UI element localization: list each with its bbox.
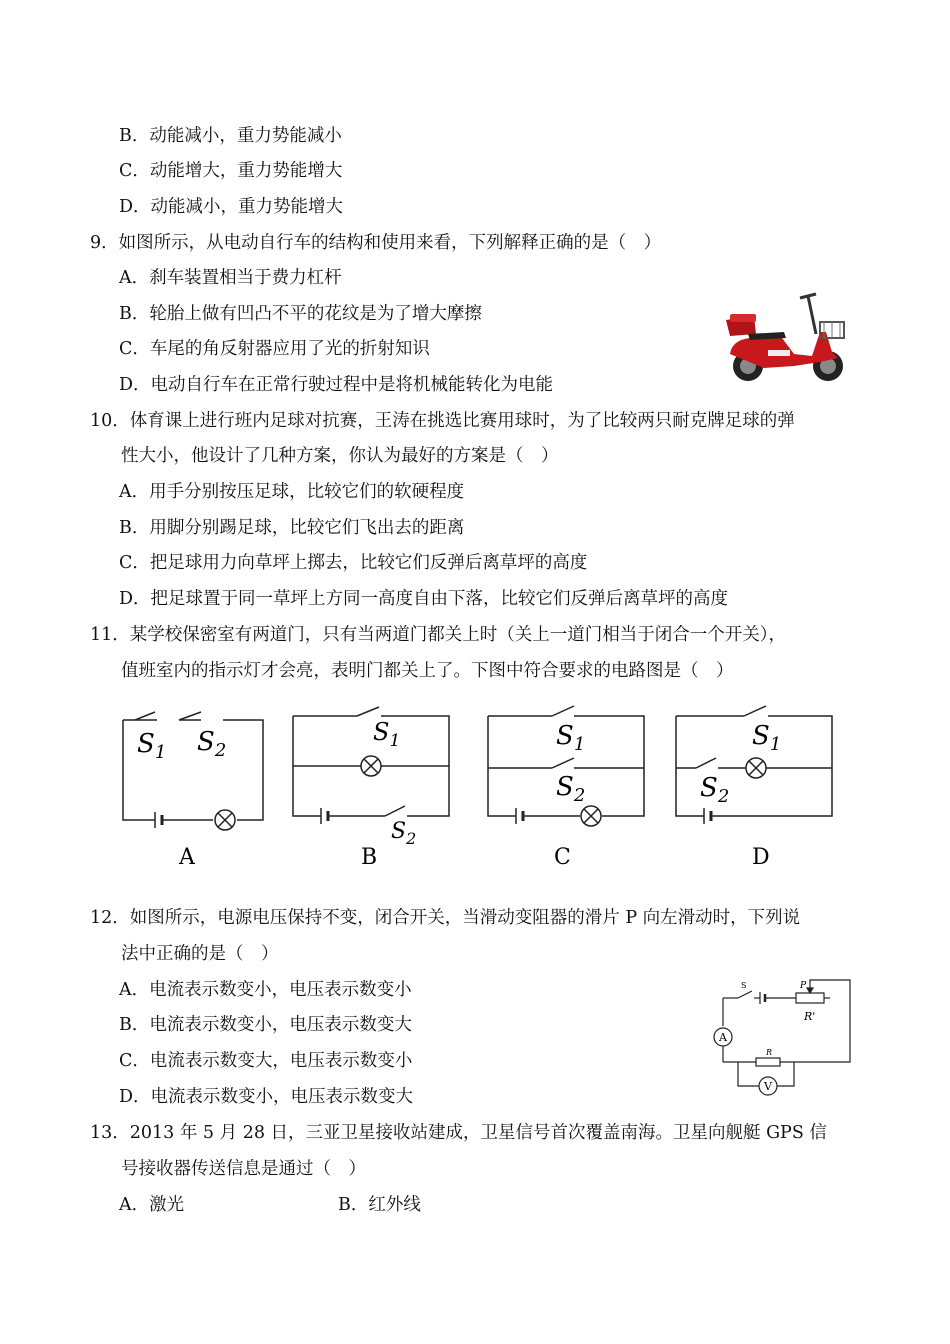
circuit-c-s2-label: $S_2$ [556, 772, 586, 806]
q10-option-a: A．用手分别按压足球，比较它们的软硬程度 [119, 482, 465, 502]
circuit-a-s1-label: $S_1$ [137, 729, 167, 763]
circuit-b-s2-label: $S_2$ [391, 819, 417, 848]
q10-stem-line1: 10．体育课上进行班内足球对抗赛，王涛在挑选比赛用球时，为了比较两只耐克牌足球的弹 [90, 411, 795, 431]
q8-option-d: D．动能减小，重力势能增大 [119, 197, 344, 217]
electric-bicycle-image [724, 292, 852, 386]
circuit-b-label: B [361, 845, 378, 870]
circuit-a-s2-label: $S_2$ [197, 727, 227, 761]
q10-option-b: B．用脚分别踢足球，比较它们飞出去的距离 [119, 518, 465, 538]
q13-stem-line2: 号接收器传送信息是通过（ ） [121, 1159, 366, 1179]
ammeter-label: A [719, 1031, 727, 1044]
q10-option-c: C．把足球用力向草坪上掷去，比较它们反弹后离草坪的高度 [119, 553, 588, 573]
switch-label: S [741, 981, 747, 990]
slider-p-label: P [800, 981, 807, 991]
q13-stem-line1: 13．2013 年 5 月 28 日，三亚卫星接收站建成，卫星信号首次覆盖南海。卫星向舰艇 GPS 信 [90, 1123, 827, 1143]
q12-option-a: A．电流表示数变小，电压表示数变小 [119, 980, 412, 1000]
q12-option-c: C．电流表示数变大，电压表示数变小 [119, 1051, 413, 1071]
q10-option-d: D．把足球置于同一草坪上方同一高度自由下落，比较它们反弹后离草坪的高度 [119, 589, 729, 609]
q12-option-b: B．电流表示数变小，电压表示数变大 [119, 1015, 412, 1035]
rheostat-circuit [708, 974, 858, 1096]
circuit-d-s1-label: $S_1$ [752, 721, 782, 755]
q11-stem-line2: 值班室内的指示灯才会亮，表明门都关上了。下图中符合要求的电路图是（ ） [121, 661, 734, 681]
q13-option-a: A．激光 [119, 1195, 185, 1215]
circuit-b-s1-label: $S_1$ [373, 718, 401, 751]
q10-stem-line2: 性大小，他设计了几种方案，你认为最好的方案是（ ） [121, 446, 559, 466]
circuit-a-label: A [179, 845, 195, 870]
circuit-c [480, 700, 655, 875]
rheostat-label: R' [804, 1010, 816, 1023]
circuit-b [285, 700, 460, 875]
circuit-c-label: C [554, 845, 571, 870]
q9-stem: 9．如图所示，从电动自行车的结构和使用来看，下列解释正确的是（ ） [90, 233, 662, 253]
q8-option-b: B．动能减小，重力势能减小 [119, 126, 342, 146]
circuit-a [115, 700, 275, 875]
q12-stem-line1: 12．如图所示，电源电压保持不变，闭合开关，当滑动变阻器的滑片 P 向左滑动时，下列说 [90, 908, 801, 928]
q9-option-d: D．电动自行车在正常行驶过程中是将机械能转化为电能 [119, 375, 554, 395]
resistor-label: R [766, 1048, 773, 1057]
q12-option-d: D．电流表示数变小，电压表示数变大 [119, 1087, 414, 1107]
q8-option-c: C．动能增大，重力势能增大 [119, 161, 343, 181]
circuit-c-s1-label: $S_1$ [556, 721, 586, 755]
q9-option-a: A．刹车装置相当于费力杠杆 [119, 268, 342, 288]
circuit-d-s2-label: $S_2$ [700, 773, 730, 807]
q11-stem-line1: 11．某学校保密室有两道门，只有当两道门都关上时（关上一道门相当于闭合一个开关）， [90, 625, 787, 645]
circuit-d [668, 700, 843, 875]
circuit-d-label: D [752, 845, 770, 870]
q12-stem-line2: 法中正确的是（ ） [121, 944, 279, 964]
voltmeter-label: V [764, 1080, 772, 1093]
q9-option-c: C．车尾的角反射器应用了光的折射知识 [119, 339, 430, 359]
q9-option-b: B．轮胎上做有凹凸不平的花纹是为了增大摩擦 [119, 304, 482, 324]
q13-option-b: B．红外线 [338, 1195, 421, 1215]
